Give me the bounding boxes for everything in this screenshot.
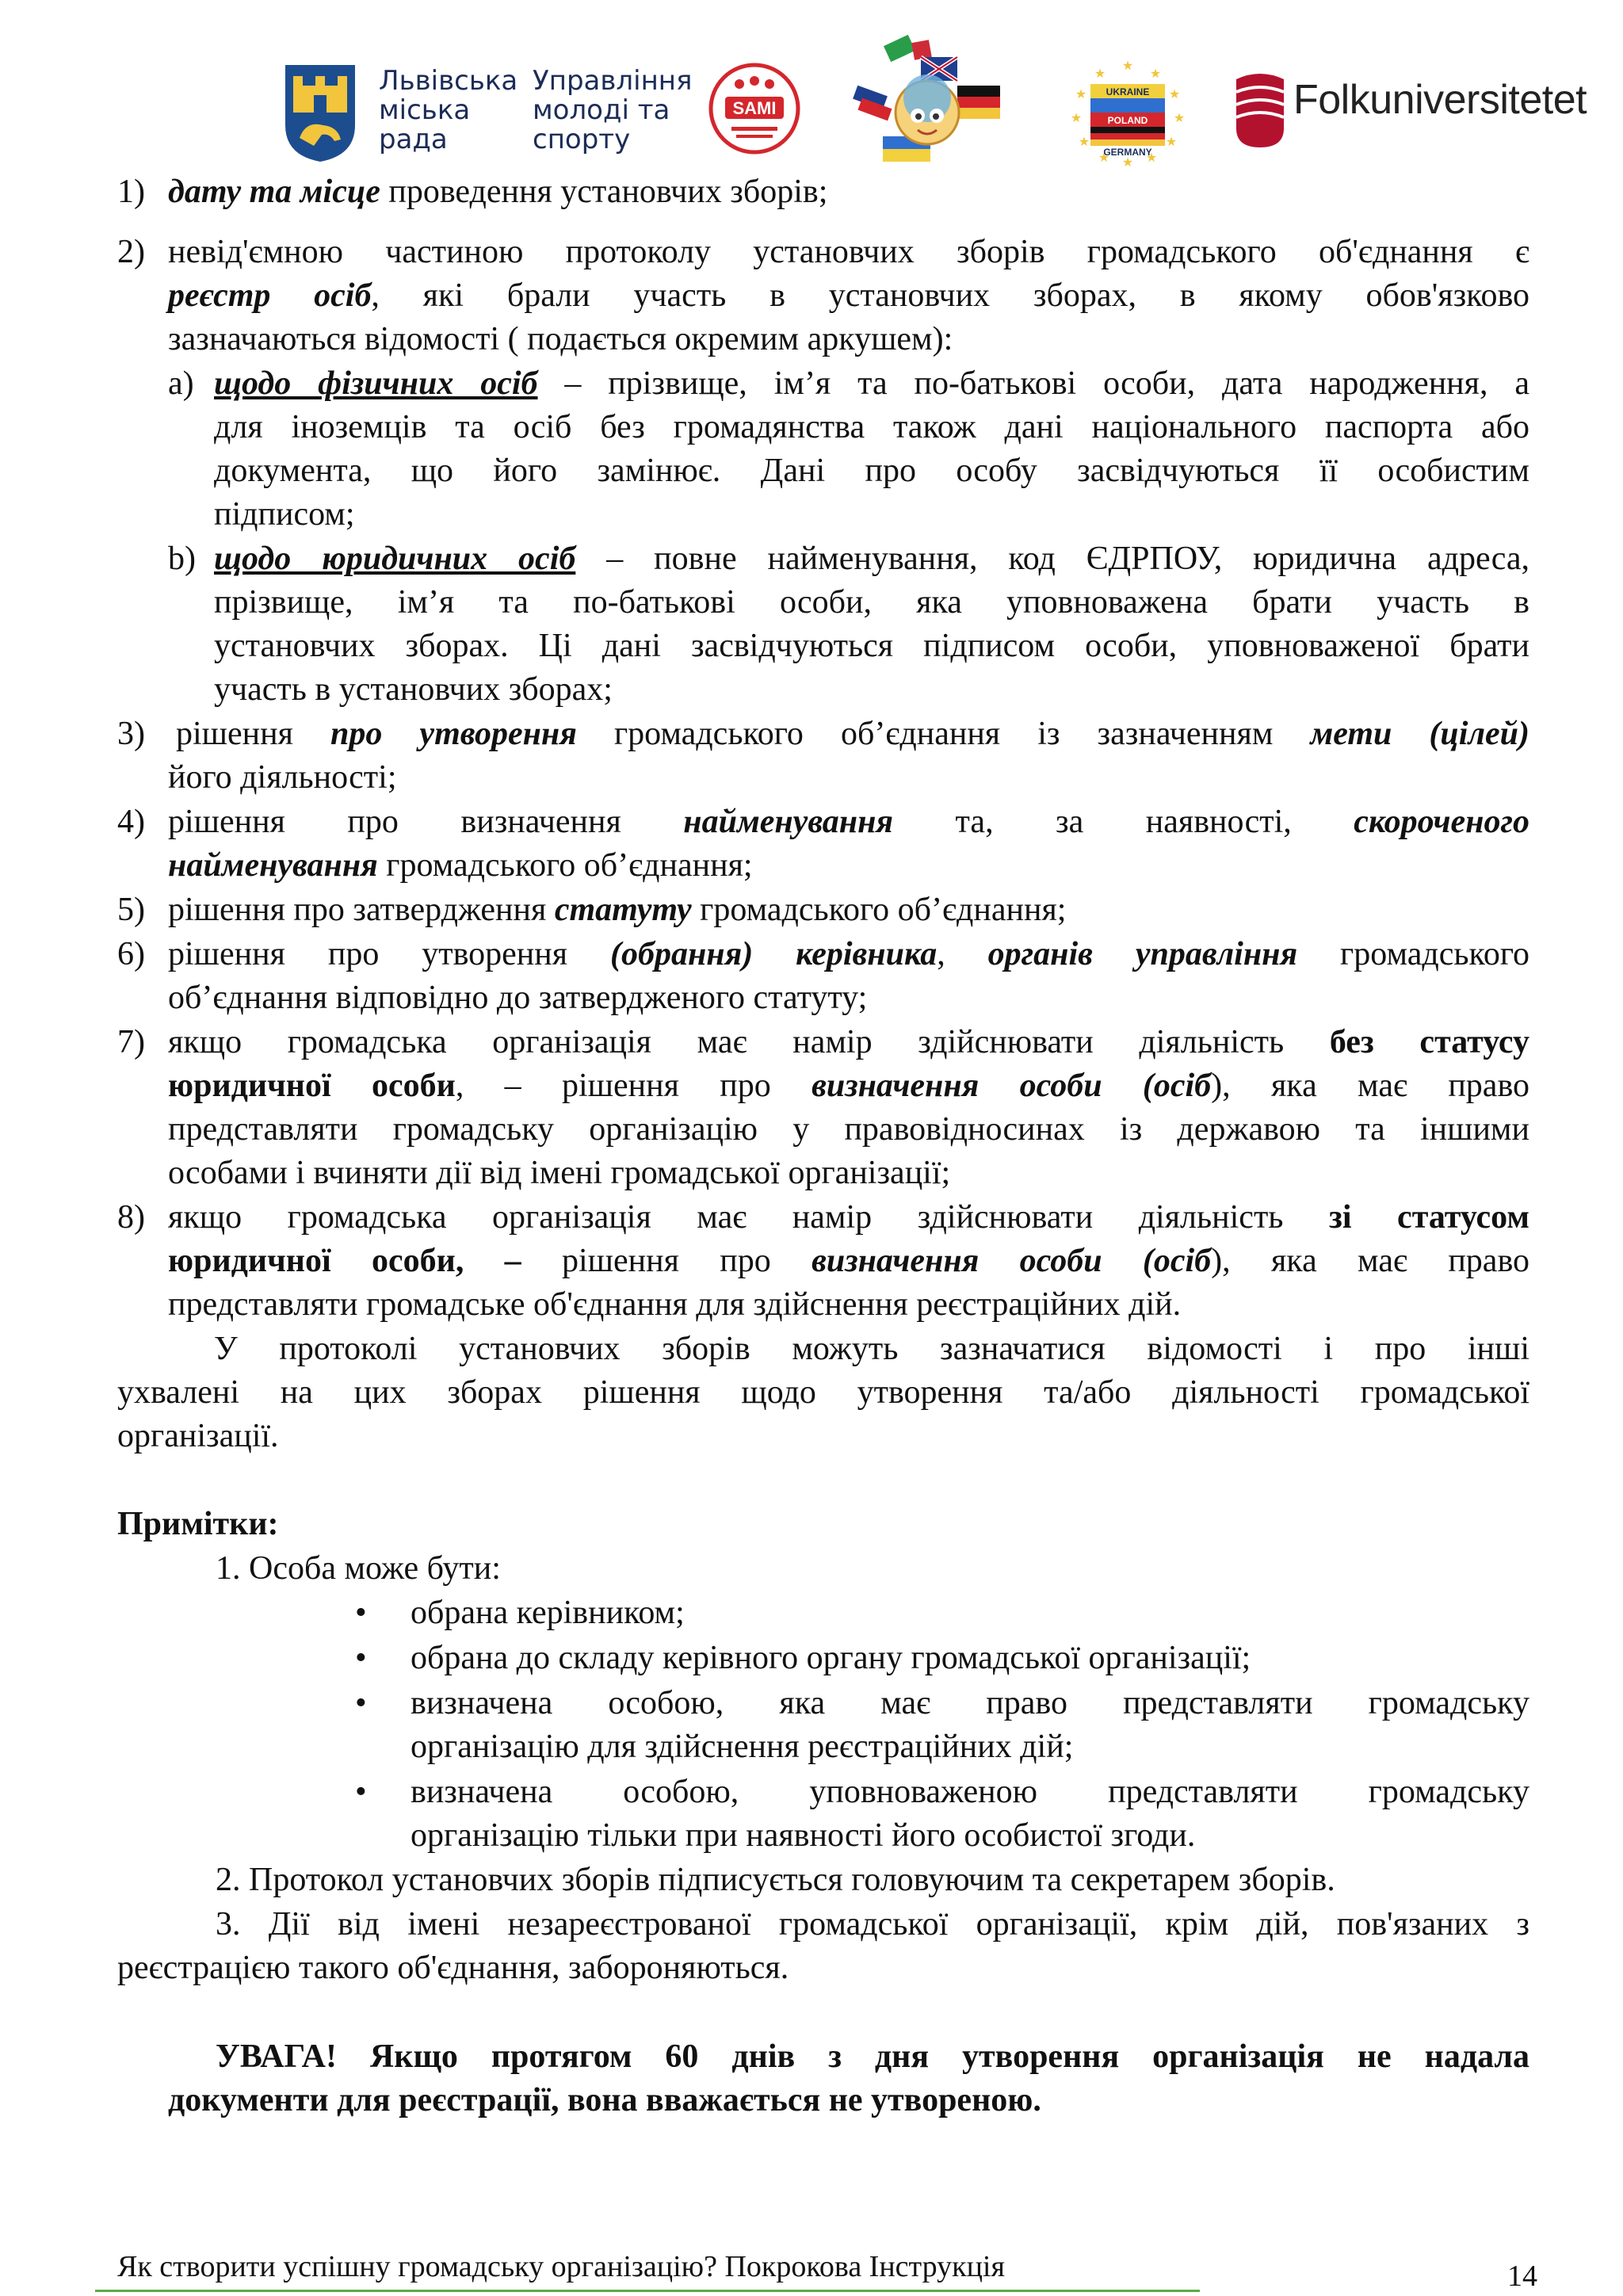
svg-text:★: ★ xyxy=(1078,136,1090,149)
bullet-3: • xyxy=(355,1685,367,1721)
notes-title: Примітки: xyxy=(117,1506,279,1542)
svg-text:★: ★ xyxy=(1121,156,1134,166)
europe-logo-poland: POLAND xyxy=(1107,115,1148,126)
list-item-6-line-2: об’єднання відповідно до затвердженого статуту; xyxy=(168,980,868,1016)
list-item-7-line-3: представляти громадську організацію у правовідносинах із державою та іншими xyxy=(168,1111,1529,1148)
list-item-4-text-a: рішення про визначення xyxy=(168,804,684,840)
svg-text:★: ★ xyxy=(1094,67,1106,81)
sub-item-b-line-4: участь в установчих зборах; xyxy=(214,671,613,708)
note-3-line-1: 3. Дії від імені незареєстрованої громадської організації, крім дій, пов'язаних з xyxy=(216,1906,1529,1943)
bullet-4: • xyxy=(355,1774,367,1810)
svg-text:★: ★ xyxy=(1121,59,1134,73)
list-item-5-text-c: громадського об’єднання; xyxy=(691,892,1067,928)
list-item-2-line-2 xyxy=(168,273,1529,318)
list-item-6-emph-b: (обрання) керівника xyxy=(610,936,938,972)
note-1: 1. Особа може бути: xyxy=(216,1550,501,1587)
sami-logo xyxy=(708,62,801,155)
svg-text:★: ★ xyxy=(1098,151,1110,165)
note-bullet-4-line-1: визначена особою, уповноваженою представляти громадську xyxy=(411,1774,1529,1810)
sub-item-a-number: a) xyxy=(168,365,194,402)
list-item-4-line-1 xyxy=(168,800,1529,844)
svg-text:★: ★ xyxy=(1173,112,1186,125)
bullet-1: • xyxy=(355,1595,367,1631)
list-item-7-emph-l2a: юридичної особи xyxy=(168,1068,456,1104)
sub-item-b-lead: щодо юридичних осіб xyxy=(214,541,576,577)
register-of-persons: реєстр осіб xyxy=(168,277,372,314)
list-item-3-line-1 xyxy=(176,712,1529,756)
list-item-4-text-c: та, за наявності, xyxy=(893,804,1354,840)
list-item-4-text-l2b: громадського об’єднання; xyxy=(377,847,753,884)
note-bullet-3-line-2: організацію для здійснення реєстраційних дій; xyxy=(411,1729,1074,1765)
sub-item-b-line-1-text: – повне найменування, код ЄДРПОУ, юридична адреса, xyxy=(575,541,1529,577)
list-item-5-line-1 xyxy=(168,888,1529,932)
sub-item-b-line-2: прізвище, ім’я та по-батькові особи, яка уповноважена брати участь в xyxy=(214,584,1529,621)
note-bullet-1: обрана керівником; xyxy=(411,1595,685,1631)
footer-title: Як створити успішну громадську організацію? Покрокова Інструкція xyxy=(117,2250,1005,2283)
folkuniversitetet-icon xyxy=(1232,65,1289,149)
list-item-5-text-a: рішення про затвердження xyxy=(168,892,555,928)
folkuniversitetet-label: Folkuniversitetet xyxy=(1293,77,1587,123)
list-item-8-emph-l2c: визначення особи (осіб xyxy=(812,1243,1212,1279)
page-number: 14 xyxy=(1507,2260,1537,2293)
europe-logo-ukraine: UKRAINE xyxy=(1106,86,1150,97)
footer-divider xyxy=(95,2290,1200,2292)
list-item-2-line-3: зазначаються відомості ( подається окремим аркушем): xyxy=(168,321,953,357)
list-item-8-number: 8) xyxy=(117,1199,145,1236)
svg-text:★: ★ xyxy=(1168,88,1181,101)
list-item-7-text-a: якщо громадська організація має намір здійснювати діяльність xyxy=(168,1024,1330,1060)
lviv-city-council-label: Львівська міська рада xyxy=(379,65,518,155)
list-item-7-text-l2d: ), яка має право xyxy=(1211,1068,1529,1104)
list-item-6-number: 6) xyxy=(117,936,145,972)
list-item-7-text-l2b: , – рішення про xyxy=(455,1068,812,1104)
list-item-8-emph-b: зі статусом xyxy=(1328,1199,1529,1236)
list-item-8-text-a: якщо громадська організація має намір здійснювати діяльність xyxy=(168,1199,1329,1236)
note-2: 2. Протокол установчих зборів підписується головуючим та секретарем зборів. xyxy=(216,1862,1335,1898)
list-item-3-emph-b: про утворення xyxy=(330,716,577,752)
list-item-8-text-l2d: ), яка має право xyxy=(1211,1243,1529,1279)
sub-item-a-line-3: документа, що його замінює. Дані про особу засвідчуються її особистим xyxy=(214,453,1529,489)
sub-item-b-number: b) xyxy=(168,541,196,577)
list-item-1 xyxy=(168,170,1529,214)
bullet-2: • xyxy=(355,1640,367,1676)
sami-logo-text: SAMI xyxy=(732,98,777,118)
list-item-3-text-a: рішення xyxy=(176,716,330,752)
note-bullet-4-line-2: організацію тільки при наявності його особистої згоди. xyxy=(411,1817,1196,1854)
list-item-3-line-2: його діяльності; xyxy=(168,759,397,796)
list-item-7-line-4: особами і вчиняти дії від імені громадської організації; xyxy=(168,1155,951,1191)
sub-item-a-line-1 xyxy=(214,361,1529,406)
list-item-4-line-2 xyxy=(168,843,1529,888)
sub-item-a-line-2: для іноземців та осіб без громадянства також дані національного паспорта або xyxy=(214,409,1529,445)
ukraine-poland-germany-logo xyxy=(1068,57,1187,166)
svg-text:★: ★ xyxy=(1145,151,1158,165)
list-item-4-number: 4) xyxy=(117,804,145,840)
warning-line-1: УВАГА! Якщо протягом 60 днів з дня утворення організація не надала xyxy=(216,2038,1529,2075)
list-item-3-emph-d: мети (цілей) xyxy=(1310,716,1529,752)
svg-text:★: ★ xyxy=(1149,67,1162,81)
paragraph-line-2: ухвалені на цих зборах рішення щодо утворення та/або діяльності громадської xyxy=(117,1374,1529,1411)
list-item-7-line-1 xyxy=(168,1020,1529,1064)
list-item-2-line-1: невід'ємною частиною протоколу установчих зборів громадського об'єднання є xyxy=(168,234,1529,270)
list-item-1-text: проведення установчих зборів; xyxy=(380,174,828,210)
list-item-2-number: 2) xyxy=(117,234,145,270)
list-item-5-number: 5) xyxy=(117,892,145,928)
paragraph-line-3: організації. xyxy=(117,1418,279,1454)
list-item-8-text-l2b: рішення про xyxy=(521,1243,812,1279)
sub-item-b-line-3: установчих зборах. Ці дані засвідчуються підписом особи, уповноваженої брати xyxy=(214,628,1529,664)
svg-text:★: ★ xyxy=(1070,112,1083,125)
warning-line-2: документи для реєстрації, вона вважається не утвореною. xyxy=(168,2082,1041,2118)
list-item-7-emph-l2c: визначення особи (осіб xyxy=(812,1068,1212,1104)
paragraph-line-1: У протоколі установчих зборів можуть зазначатися відомості і про інші xyxy=(214,1331,1529,1367)
sub-item-a-line-4: підписом; xyxy=(214,496,355,533)
list-item-6-text-a: рішення про утворення xyxy=(168,936,611,972)
lviv-coat-of-arms-icon xyxy=(282,62,358,165)
list-item-4-emph-d: скороченого xyxy=(1354,804,1529,840)
svg-text:★: ★ xyxy=(1165,136,1178,149)
note-bullet-2: обрана до складу керівного органу громадської організації; xyxy=(411,1640,1251,1676)
sub-item-b-line-1 xyxy=(214,537,1529,581)
list-item-3-number: 3) xyxy=(117,716,145,752)
sub-item-a-line-1-text: – прізвище, ім’я та по-батькові особи, дата народження, а xyxy=(537,365,1529,402)
flags-mascot-logo xyxy=(838,35,1011,170)
list-item-8-line-2 xyxy=(168,1239,1529,1283)
list-item-4-emph-b: найменування xyxy=(683,804,894,840)
header-logos xyxy=(0,0,1623,170)
list-item-6-line-1 xyxy=(168,932,1529,976)
list-item-7-emph-b: без статусу xyxy=(1329,1024,1529,1060)
list-item-2-line-2-text: , які брали участь в установчих зборах, в якому обов'язково xyxy=(371,277,1529,314)
list-item-6-text-c: , xyxy=(937,936,988,972)
list-item-6-text-e: громадського xyxy=(1297,936,1530,972)
note-bullet-3-line-1: визначена особою, яка має право представляти громадську xyxy=(411,1685,1529,1721)
list-item-8-line-1 xyxy=(168,1195,1529,1240)
list-item-6-emph-d: органів управління xyxy=(987,936,1298,972)
list-item-7-line-2 xyxy=(168,1064,1529,1108)
europe-logo-germany: GERMANY xyxy=(1103,147,1152,158)
list-item-8-emph-l2a: юридичної особи, – xyxy=(168,1243,521,1279)
note-3-line-2: реєстрацією такого об'єднання, забороняються. xyxy=(117,1950,789,1986)
list-item-7-number: 7) xyxy=(117,1024,145,1060)
svg-text:★: ★ xyxy=(1075,88,1087,101)
list-item-8-line-3: представляти громадське об'єднання для здійснення реєстраційних дій. xyxy=(168,1286,1182,1323)
youth-sport-dept-label: Управління молоді та спорту xyxy=(533,65,693,155)
list-item-3-text-c: громадського об’єднання із зазначенням xyxy=(576,716,1311,752)
list-item-5-emph-b: статуту xyxy=(554,892,692,928)
list-item-1-lead: дату та місце xyxy=(168,174,380,210)
list-item-1-number: 1) xyxy=(117,174,145,210)
sub-item-a-lead: щодо фізичних осіб xyxy=(214,365,538,402)
list-item-4-emph-l2a: найменування xyxy=(168,847,378,884)
